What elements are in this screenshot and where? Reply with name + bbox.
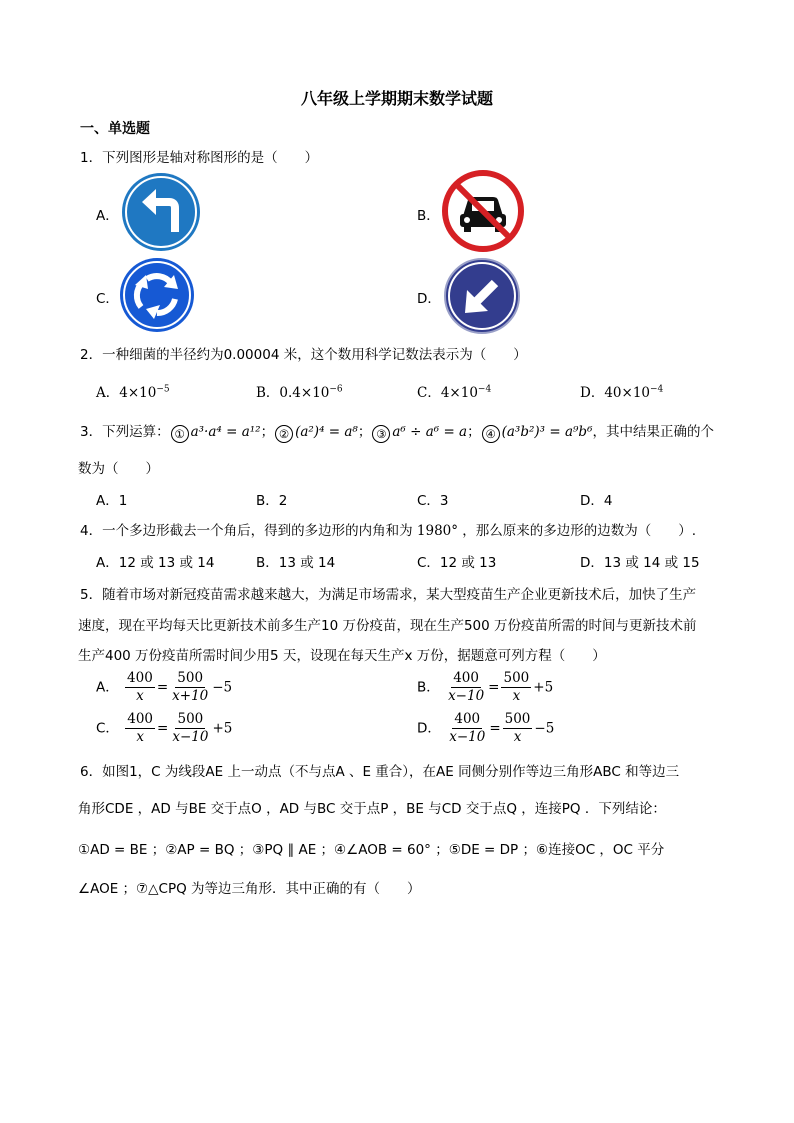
q3-expr-4: (a³b²)³ = a⁹b⁶: [501, 424, 593, 440]
question-6-line-3: ①AD = BE ；②AP = BQ ；③PQ ∥ AE ；④∠AOB = 60° ；⑤DE = DP ；⑥连接OC ，OC 平分: [78, 842, 665, 858]
turn-left-sign-icon: [120, 172, 202, 252]
q1-option-b-label: B．: [417, 208, 440, 224]
q5-option-a: A． $\frac{400}{x}$ = $\frac{500}{x+10}$ −5: [96, 670, 233, 704]
q4-option-d: D．13 或 14 或 15: [580, 555, 700, 571]
question-6-line-1: 6．如图1，C 为线段AE 上一动点（不与点A 、E 重合），在AE 同侧分别作等边三角形ABC 和等边三: [80, 764, 680, 780]
q2-option-c: C．$4\times 10^{-4}$: [417, 384, 492, 401]
q4-option-c: C．12 或 13: [417, 555, 497, 571]
section-heading: 一、单选题: [80, 121, 150, 137]
q3-option-d: D．4: [580, 493, 613, 509]
q5-option-d: D． $\frac{400}{x-10}$ = $\frac{500}{x}$ −5: [417, 711, 555, 745]
question-6-line-4: ∠AOE ；⑦△CPQ 为等边三角形．其中正确的有（ ）: [78, 881, 421, 897]
q1-option-c-label: C．: [96, 291, 119, 307]
q1-option-d-label: D．: [417, 291, 441, 307]
q5-option-b: B． $\frac{400}{x-10}$ = $\frac{500}{x}$ +5: [417, 670, 554, 704]
q2-option-d: D．$40\times 10^{-4}$: [580, 384, 664, 401]
question-1-stem: 1．下列图形是轴对称图形的是（ ）: [80, 150, 319, 166]
question-5-line-1: 5．随着市场对新冠疫苗需求越来越大，为满足市场需求，某大型疫苗生产企业更新技术后，加快了生产: [80, 587, 697, 603]
no-cars-sign-icon: [441, 170, 525, 252]
q3-expr-1: a³·a⁴ = a¹²: [190, 424, 261, 440]
question-2-stem: 2．一种细菌的半径约为0.00004 米，这个数用科学记数法表示为（ ）: [80, 347, 527, 363]
q2-option-a: A．$4\times 10^{-5}$: [96, 384, 170, 401]
arrow-down-left-sign-icon: [443, 257, 521, 335]
q2-option-b: B．$0.4\times 10^{-6}$: [256, 384, 343, 401]
q3-expr-2: (a²)⁴ = a⁸: [295, 424, 358, 440]
q4-option-a: A．12 或 13 或 14: [96, 555, 215, 571]
question-5-line-2: 速度，现在平均每天比更新技术前多生产10 万份疫苗，现在生产500 万份疫苗所需的时间与更新技术前: [78, 618, 697, 634]
q3-option-b: B．2: [256, 493, 288, 509]
q5-option-c: C． $\frac{400}{x}$ = $\frac{500}{x-10}$ +5: [96, 711, 233, 745]
question-3-stem-cont: 数为（ ）: [78, 461, 159, 477]
q4-option-b: B．13 或 14: [256, 555, 336, 571]
page-title: 八年级上学期期末数学试题: [300, 89, 493, 108]
question-4-stem: 4．一个多边形截去一个角后，得到的多边形的内角和为 1980° ，那么原来的多边形的边数为（ ）.: [80, 523, 697, 539]
q3-expr-3: a⁶ ÷ a⁶ = a: [392, 424, 468, 440]
question-6-line-2: 角形CDE ，AD 与BE 交于点O ，AD 与BC 交于点P ，BE 与CD 交于点Q ，连接PQ ．下列结论：: [78, 801, 666, 817]
q1-option-a-label: A．: [96, 208, 119, 224]
question-3-stem: 3．下列运算： ① a³·a⁴ = a¹²； ② (a²)⁴ = a⁸； ③ a⁶ ÷ a⁶ = a； ④ (a³b²)³ = a⁹b⁶，其中结果正确的个: [80, 424, 714, 441]
q3-option-a: A．1: [96, 493, 128, 509]
question-5-line-3: 生产400 万份疫苗所需时间少用5 天，设现在每天生产x 万份，据题意可列方程（ ）: [78, 648, 606, 664]
roundabout-sign-icon: [118, 257, 196, 333]
q3-option-c: C．3: [417, 493, 449, 509]
